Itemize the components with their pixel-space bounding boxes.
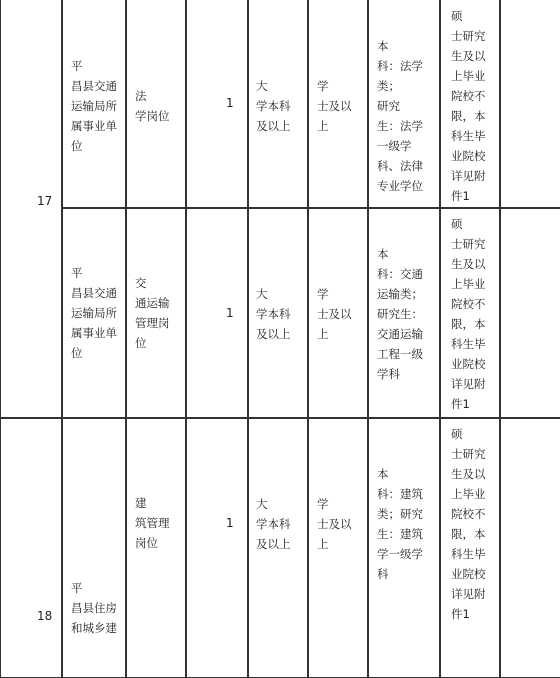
index-cell-18 <box>0 418 62 678</box>
major-text: 本 科：交通 运输类； 研究生： 交通运输 工程一级 学科 <box>377 247 423 381</box>
position-text: 建 筑管理 岗位 <box>135 496 170 550</box>
count-text: 1 <box>226 306 234 320</box>
notes-cell <box>500 418 560 678</box>
major-text: 本 科：建筑 类；研究 生：建筑 学一级学 科 <box>377 467 423 581</box>
notes-cell <box>500 208 560 418</box>
other-text: 硕 士研究 生及以 上毕业 院校不 限，本 科生毕 业院校 详见附 件1 <box>451 217 486 411</box>
major-text: 本 科：法学 类； 研究 生：法学 一级学 科、法律 专业学位 <box>377 39 423 193</box>
count-text: 1 <box>226 96 234 110</box>
unit-text: 平 昌县交通 运输局所 属事业单 位 <box>71 266 117 360</box>
education-text: 大 学本科 及以上 <box>256 79 291 133</box>
index-number: 18 <box>37 609 53 623</box>
other-text: 硕 士研究 生及以 上毕业 院校不 限，本 科生毕 业院校 详见附 件1 <box>451 9 486 203</box>
count-cell <box>186 418 248 678</box>
index-number: 17 <box>37 194 53 208</box>
count-cell <box>186 208 248 418</box>
position-text: 交 通运输 管理岗 位 <box>135 276 170 350</box>
degree-text: 学 士及以 上 <box>317 497 352 551</box>
unit-text: 平 昌县住房 和城乡建 <box>71 581 117 635</box>
education-text: 大 学本科 及以上 <box>256 497 291 551</box>
position-text: 法 学岗位 <box>135 89 170 123</box>
unit-text: 平 昌县交通 运输局所 属事业单 位 <box>71 59 117 153</box>
other-text: 硕 士研究 生及以 上毕业 院校不 限，本 科生毕 业院校 详见附 件1 <box>451 427 486 621</box>
degree-text: 学 士及以 上 <box>317 79 352 133</box>
notes-cell <box>500 0 560 208</box>
count-cell <box>186 0 248 208</box>
education-text: 大 学本科 及以上 <box>256 287 291 341</box>
unit-cell <box>62 418 126 678</box>
degree-text: 学 士及以 上 <box>317 287 352 341</box>
count-text: 1 <box>226 516 234 530</box>
index-cell-17 <box>0 0 62 418</box>
